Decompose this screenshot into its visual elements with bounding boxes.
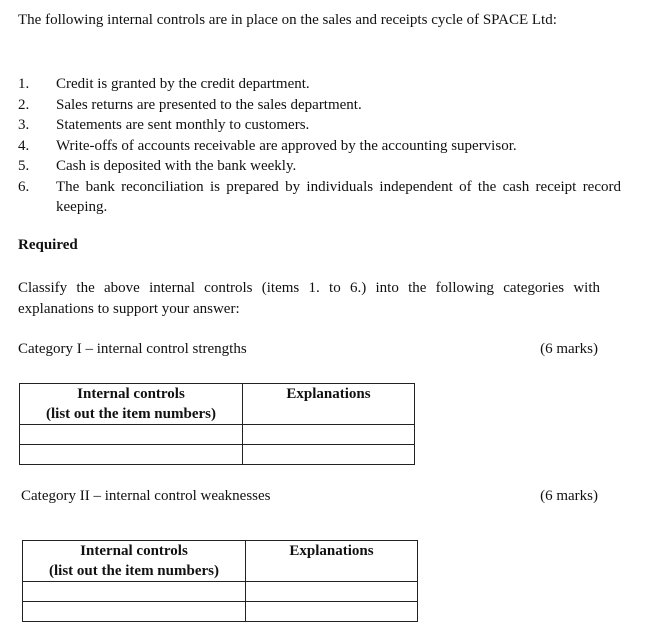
answer-cell[interactable] [246, 582, 418, 602]
answer-cell[interactable] [243, 425, 415, 445]
header-line: (list out the item numbers) [49, 563, 219, 579]
item-text: Cash is deposited with the bank weekly. [56, 158, 297, 174]
table-header-explanations: Explanations [246, 541, 418, 582]
item-text: Sales returns are presented to the sales department. [56, 96, 362, 113]
item-number: 1. [18, 76, 30, 92]
table-row [20, 445, 415, 465]
item-text: Statements are sent monthly to customers. [56, 117, 310, 133]
header-line: Internal controls [77, 386, 185, 402]
answer-cell[interactable] [243, 445, 415, 465]
item-text: Credit is granted by the credit department. [56, 76, 310, 92]
item-number: 5. [18, 158, 30, 174]
item-number: 2. [18, 96, 30, 113]
table-header-explanations: Explanations [243, 384, 415, 425]
list-item [18, 156, 628, 177]
list-item [18, 74, 628, 95]
table-row [23, 602, 418, 622]
answer-cell[interactable] [23, 582, 246, 602]
table-row [23, 582, 418, 602]
answer-cell[interactable] [246, 602, 418, 622]
category-1-table [19, 383, 415, 465]
answer-cell[interactable] [20, 445, 243, 465]
list-item [18, 115, 628, 136]
instruction-text: Classify the above internal controls (items 1. to 6.) into the following categories with explanations to support your answer: [18, 280, 600, 317]
table-header-controls [20, 384, 243, 425]
header-line: (list out the item numbers) [46, 406, 216, 422]
table-header-controls [23, 541, 246, 582]
answer-cell[interactable] [20, 425, 243, 445]
item-number: 6. [18, 178, 30, 195]
header-line: Internal controls [80, 543, 188, 559]
list-item [18, 136, 628, 157]
intro-text: The following internal controls are in place on the sales and receipts cycle of SPACE Ltd: [18, 12, 557, 28]
category-1-marks: (6 marks) [540, 341, 598, 357]
list-item [18, 177, 628, 218]
list-item [18, 95, 628, 116]
required-heading: Required [18, 237, 78, 253]
item-number: 3. [18, 117, 30, 133]
table-row [20, 425, 415, 445]
category-1-label: Category I – internal control strengths [18, 341, 247, 357]
item-text: Write-offs of accounts receivable are approved by the accounting supervisor. [56, 137, 517, 154]
answer-cell[interactable] [23, 602, 246, 622]
item-number: 4. [18, 137, 30, 154]
item-text: The bank reconciliation is prepared by individuals independent of the cash receipt record keeping. [56, 178, 621, 215]
category-2-marks: (6 marks) [540, 488, 598, 504]
category-2-table [22, 540, 418, 622]
category-2-label: Category II – internal control weaknesses [21, 488, 271, 504]
controls-list [18, 74, 628, 218]
